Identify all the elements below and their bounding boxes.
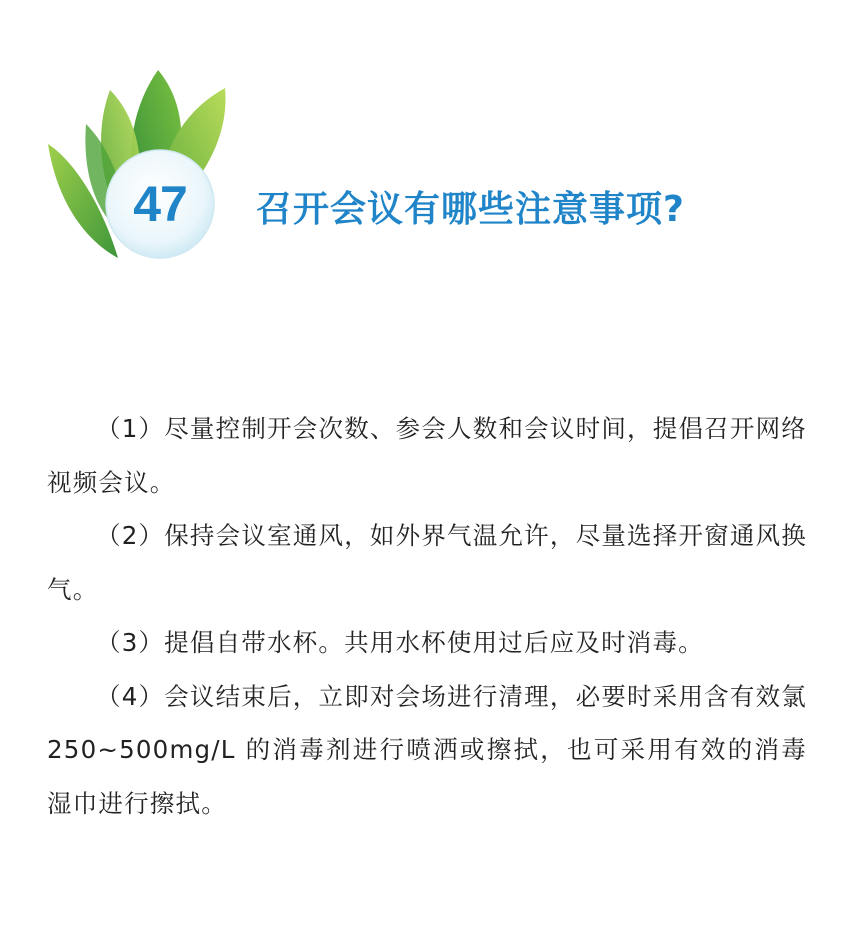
article-body: [47, 402, 807, 830]
leaves-badge-icon: [40, 68, 240, 268]
paragraph-2: （2）保持会议室通风，如外界气温允许，尽量选择开窗通风换气。: [47, 521, 807, 604]
paragraph-4: （4）会议结束后，立即对会场进行清理，必要时采用含有效氯 250~500mg/L 的消毒剂进行喷洒或擦拭，也可采用有效的消毒湿巾进行擦拭。: [47, 681, 807, 818]
paragraph-3: （3）提倡自带水杯。共用水杯使用过后应及时消毒。: [96, 628, 704, 657]
question-number: 47: [133, 176, 187, 232]
page-title: 召开会议有哪些注意事项?: [256, 189, 685, 230]
header: [0, 0, 851, 290]
paragraph-1: （1）尽量控制开会次数、参会人数和会议时间，提倡召开网络视频会议。: [47, 414, 807, 497]
